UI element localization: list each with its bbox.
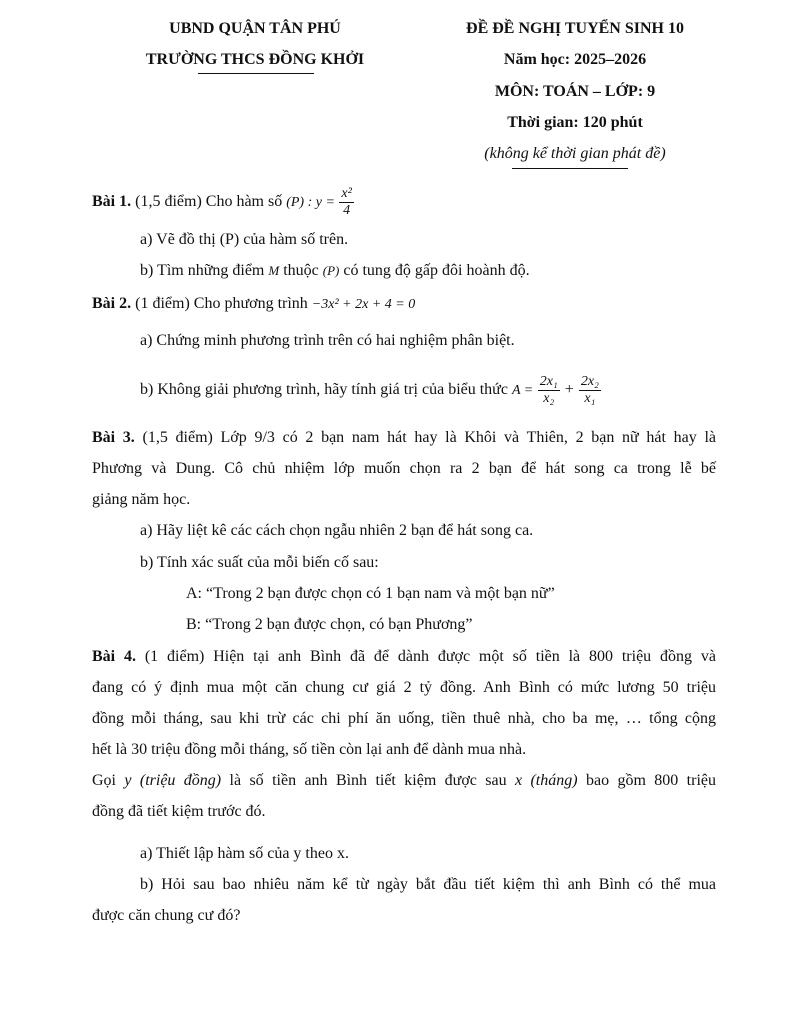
- bai1-b: [140, 261, 530, 281]
- header-right-line4: Thời gian: 120 phút: [507, 114, 643, 131]
- bai2-frac2-den: x₁: [584, 391, 596, 406]
- bai2-expr-prefix: A =: [511, 383, 537, 399]
- bai4-line5-y: y (triệu đồng): [124, 772, 222, 789]
- bai4-b-line1: b) Hỏi sau bao nhiêu năm kể từ ngày bắt đầu tiết kiệm thì anh Bình có thể mua: [140, 876, 716, 893]
- bai2-a: a) Chứng minh phương trình trên có hai nghiệm phân biệt.: [140, 332, 515, 349]
- bai1-b-part1: b) Tìm những điểm: [140, 262, 269, 279]
- bai4-label: Bài 4.: [92, 648, 136, 665]
- bai4-line2: đang có ý định mua một căn chung cư giá 2 tỷ đồng. Anh Bình có mức lương 50 triệu: [92, 679, 716, 696]
- header-left-line2: TRƯỜNG THCS ĐỒNG KHỞI: [145, 51, 365, 68]
- bai1-b-P: (P): [322, 263, 340, 278]
- bai3-event-b: B: “Trong 2 bạn được chọn, có bạn Phương”: [186, 616, 473, 633]
- bai3-line1-text: (1,5 điểm) Lớp 9/3 có 2 bạn nam hát hay là Khôi và Thiên, 2 bạn nữ hát hay là: [134, 429, 716, 446]
- bai2-intro: [92, 294, 415, 315]
- bai2-plus: +: [560, 381, 578, 399]
- bai4-a: a) Thiết lập hàm số của y theo x.: [140, 845, 349, 862]
- bai3-line2: Phương và Dung. Cô chủ nhiệm lớp muốn chọn ra 2 bạn để hát song ca trong lễ bế: [92, 460, 716, 477]
- bai4-line5-c: bao gồm 800 triệu: [577, 772, 716, 789]
- bai1-func: (P) : y =: [286, 195, 339, 211]
- bai4-line4: hết là 30 triệu đồng mỗi tháng, số tiền còn lại anh để dành mua nhà.: [92, 741, 527, 758]
- header-right-line1: ĐỀ ĐỀ NGHỊ TUYỂN SINH 10: [466, 20, 684, 37]
- bai3-line3: giảng năm học.: [92, 491, 191, 508]
- bai4-b-line2: được căn chung cư đó?: [92, 907, 241, 924]
- header-right-line2: Năm học: 2025–2026: [503, 51, 647, 68]
- bai4-line3: đồng mỗi tháng, sau khi trừ các chi phí ăn uống, tiền thuê nhà, cho ba mẹ, … tổng cộng: [92, 710, 716, 727]
- bai1-frac-den: 4: [343, 203, 351, 218]
- header-right-line5: (không kể thời gian phát đề): [484, 145, 666, 162]
- bai3-label: Bài 3.: [92, 429, 135, 446]
- bai3-event-a: A: “Trong 2 bạn được chọn có 1 bạn nam và một bạn nữ”: [186, 585, 555, 602]
- header-right-line3: MÔN: TOÁN – LỚP: 9: [494, 83, 656, 100]
- bai1-label: Bài 1.: [92, 193, 132, 211]
- bai4-line5-b: là số tiền anh Bình tiết kiệm được sau: [221, 772, 515, 789]
- bai1-fraction: [339, 186, 353, 219]
- bai4-line5-a: Gọi: [92, 772, 125, 789]
- bai3-b: b) Tính xác suất của mỗi biến cố sau:: [140, 554, 379, 571]
- bai2-frac1: [538, 374, 560, 407]
- bai4-line5-x: x (tháng): [514, 772, 578, 789]
- bai2-text: (1 điểm) Cho phương trình: [131, 295, 312, 312]
- bai1-b-M: M: [268, 263, 280, 278]
- bai1-frac-num: x²: [341, 186, 352, 201]
- bai2-frac1-num: 2x₁: [539, 374, 558, 389]
- bai2-label: Bài 2.: [92, 295, 132, 312]
- bai1-b-part3: có tung độ gấp đôi hoành độ.: [339, 262, 530, 279]
- bai2-frac1-den: x₂: [543, 391, 555, 406]
- bai1-text: (1,5 điểm) Cho hàm số: [131, 193, 287, 211]
- bai3-line1: [92, 428, 716, 448]
- bai2-b: [140, 374, 602, 407]
- bai4-line1: [92, 647, 716, 667]
- bai2-equation: −3x² + 2x + 4 = 0: [311, 297, 416, 312]
- header-left-line1: UBND QUẬN TÂN PHÚ: [169, 20, 341, 37]
- bai4-line5: [92, 771, 716, 791]
- bai3-a: a) Hãy liệt kê các cách chọn ngẫu nhiên 2 bạn để hát song ca.: [140, 522, 534, 539]
- header-right-underline: [512, 168, 628, 169]
- bai1-a: a) Vẽ đồ thị (P) của hàm số trên.: [140, 231, 349, 248]
- bai4-line6: đồng đã tiết kiệm trước đó.: [92, 803, 266, 820]
- bai1-intro: [92, 186, 355, 219]
- bai2-frac2-num: 2x₂: [580, 374, 599, 389]
- bai1-b-part2: thuộc: [279, 262, 323, 279]
- bai2-frac2: [579, 374, 601, 407]
- header-left-underline: [198, 73, 314, 74]
- bai2-b-text: b) Không giải phương trình, hãy tính giá trị của biểu thức: [140, 381, 512, 399]
- bai4-line1-text: (1 điểm) Hiện tại anh Bình đã để dành được một số tiền là 800 triệu đồng và: [135, 648, 717, 665]
